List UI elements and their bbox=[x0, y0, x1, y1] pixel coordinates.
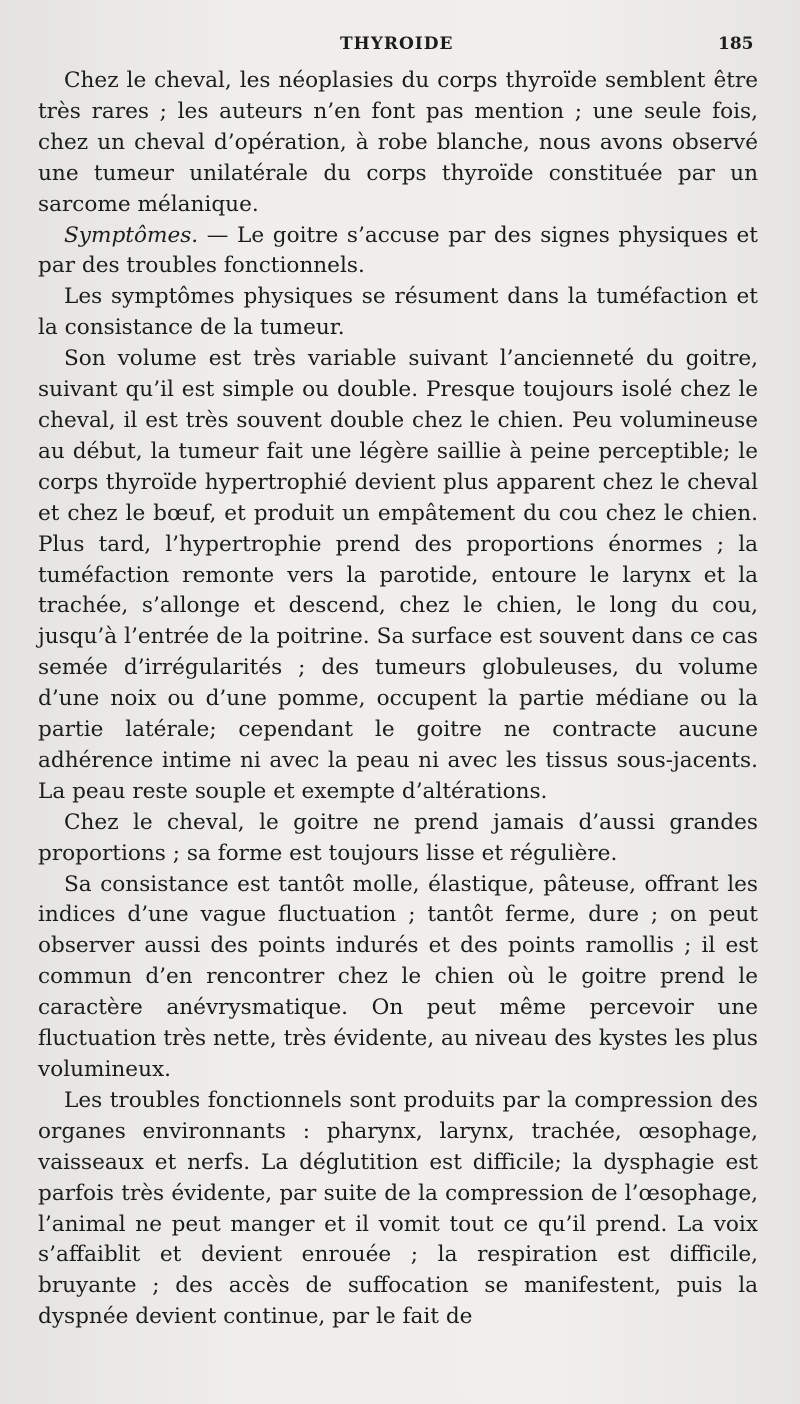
paragraph bbox=[38, 66, 758, 221]
running-title: THYROIDE bbox=[340, 34, 454, 54]
paragraph-text: Son volume est très variable suivant l’ancienneté du goitre, suivant qu’il est simple ou double. Presque toujours isolé chez le cheval, il est très souvent double chez le chien. Peu volumineuse au début, la tumeur fait une légère saillie à peine perceptible; le corps thyroïde hypertrophié devient plus apparent chez le cheval et chez le bœuf, et produit un empâtement du cou chez le chien. Plus tard, l’hypertrophie prend des proportions énormes ; la tuméfaction remonte vers la parotide, entoure le larynx et la trachée, s’allonge et descend, chez le chien, le long du cou, jusqu’à l’entrée de la poitrine. Sa surface est souvent dans ce cas semée d’irrégularités ; des tumeurs globuleuses, du volume d’une noix ou d’une pomme, occupent la partie médiane ou la partie latérale; cependant le goitre ne contracte aucune adhérence intime ni avec la peau ni avec les tissus sous-jacents. La peau reste souple et exempte d’altérations. bbox=[38, 346, 758, 804]
paragraph bbox=[38, 282, 758, 344]
paragraph bbox=[38, 344, 758, 808]
paragraph-text: — Le goitre s’accuse par des signes physiques et par des troubles fonctionnels. bbox=[38, 222, 758, 279]
paragraph-symptoms bbox=[38, 221, 758, 283]
paragraph bbox=[38, 1086, 758, 1333]
paragraph-text: Chez le cheval, le goitre ne prend jamais d’aussi grandes proportions ; sa forme est toujours lisse et régulière. bbox=[38, 809, 758, 866]
body-text bbox=[38, 66, 758, 1333]
paragraph bbox=[38, 870, 758, 1086]
paragraph-text: Les troubles fonctionnels sont produits par la compression des organes environnants : pharynx, larynx, trachée, œsophage, vaisseaux et nerfs. La déglutition est difficile; la dysphagie est parfois très évidente, par suite de la compression de l’œsophage, l’animal ne peut manger et il vomit tout ce qu’il prend. La voix s’affaiblit et devient enrouée ; la respiration est difficile, bruyante ; des accès de suffocation se manifestent, puis la dyspnée devient continue, par le fait de bbox=[38, 1087, 758, 1330]
paragraph-text: Les symptômes physiques se résument dans la tuméfaction et la consistance de la tumeur. bbox=[38, 284, 758, 341]
paragraph-text: Chez le cheval, les néoplasies du corps thyroïde semblent être très rares ; les auteurs n’en font pas mention ; une seule fois, chez un cheval d’opération, à robe blanche, nous avons observé une tumeur unilatérale du corps thyroïde constituée par un sarcome mélanique. bbox=[38, 68, 758, 217]
paragraph-text: Sa consistance est tantôt molle, élastique, pâteuse, offrant les indices d’une vague fluctuation ; tantôt ferme, dure ; on peut observer aussi des points indurés et des points ramollis ; il est commun d’en rencontrer chez le chien où le goitre prend le caractère anévrysmatique. On peut même percevoir une fluctuation très nette, très évidente, au niveau des kystes les plus volumineux. bbox=[38, 871, 758, 1082]
page-number: 185 bbox=[718, 34, 754, 54]
paragraph bbox=[38, 808, 758, 870]
page-header bbox=[0, 30, 800, 60]
section-lead: Symptômes. bbox=[64, 222, 199, 248]
